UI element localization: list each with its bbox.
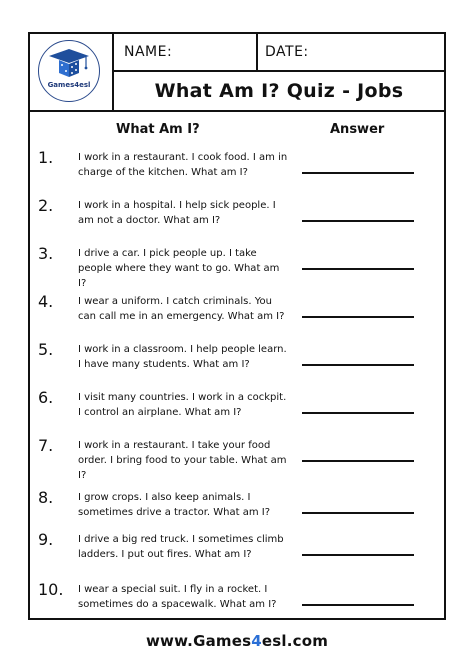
answer-column-header: Answer	[330, 122, 385, 137]
question-row	[30, 244, 444, 290]
question-number: 5.	[38, 340, 54, 359]
footer-url-suffix: esl.com	[261, 632, 329, 650]
answer-line[interactable]	[302, 554, 414, 556]
question-text: I wear a special suit. I fly in a rocket. I sometimes do a spacewalk. What am I?	[78, 584, 277, 610]
question-column-header: What Am I?	[116, 122, 200, 137]
question-number: 1.	[38, 148, 54, 167]
question-row	[30, 148, 444, 194]
name-date-row	[114, 34, 444, 72]
question-text: I work in a restaurant. I cook food. I am in charge of the kitchen. What am I?	[78, 152, 288, 178]
question-row	[30, 436, 444, 482]
graduation-cap-dice-icon	[39, 45, 99, 85]
question-number: 10.	[38, 580, 64, 599]
answer-line[interactable]	[302, 364, 414, 366]
answer-line[interactable]	[302, 220, 414, 222]
question-text: I drive a car. I pick people up. I take people where they want to go. What am I?	[78, 248, 280, 289]
footer-url-prefix: www.Games	[145, 632, 252, 650]
games4esl-logo	[38, 40, 100, 102]
question-text: I work in a classroom. I help people learn. I have many students. What am I?	[78, 344, 287, 370]
answer-line[interactable]	[302, 512, 414, 514]
question-text: I grow crops. I also keep animals. I sometimes drive a tractor. What am I?	[78, 492, 271, 518]
question-row	[30, 530, 444, 576]
answer-line[interactable]	[302, 268, 414, 270]
question-number: 2.	[38, 196, 54, 215]
question-number: 4.	[38, 292, 54, 311]
question-number: 8.	[38, 488, 54, 507]
logo-wordmark: Games4esl	[47, 81, 91, 89]
question-row	[30, 388, 444, 434]
website-footer[interactable]	[0, 632, 474, 650]
date-label: DATE:	[265, 44, 309, 60]
question-text: I work in a hospital. I help sick people. I am not a doctor. What am I?	[78, 200, 276, 226]
name-date-divider	[256, 34, 258, 70]
question-number: 3.	[38, 244, 54, 263]
question-text: I work in a restaurant. I take your food order. I bring food to your table. What am I?	[78, 440, 287, 481]
question-number: 6.	[38, 388, 54, 407]
question-row	[30, 292, 444, 338]
title-cell	[114, 72, 444, 110]
question-row	[30, 340, 444, 386]
answer-line[interactable]	[302, 316, 414, 318]
question-row	[30, 196, 444, 242]
question-row	[30, 580, 444, 626]
footer-url-highlight: 4	[251, 632, 262, 650]
question-text: I wear a uniform. I catch criminals. You can call me in an emergency. What am I?	[78, 296, 285, 322]
question-number: 9.	[38, 530, 54, 549]
question-row	[30, 488, 444, 534]
question-text: I drive a big red truck. I sometimes climb ladders. I put out fires. What am I?	[78, 534, 284, 560]
page-title: What Am I? Quiz - Jobs	[154, 80, 404, 102]
name-label: NAME:	[124, 44, 173, 60]
header-divider	[30, 110, 444, 112]
logo-cell	[30, 34, 114, 110]
answer-line[interactable]	[302, 412, 414, 414]
answer-line[interactable]	[302, 460, 414, 462]
answer-line[interactable]	[302, 172, 414, 174]
worksheet-frame	[28, 32, 446, 620]
question-number: 7.	[38, 436, 54, 455]
question-text: I visit many countries. I work in a cockpit. I control an airplane. What am I?	[78, 392, 287, 418]
answer-line[interactable]	[302, 604, 414, 606]
